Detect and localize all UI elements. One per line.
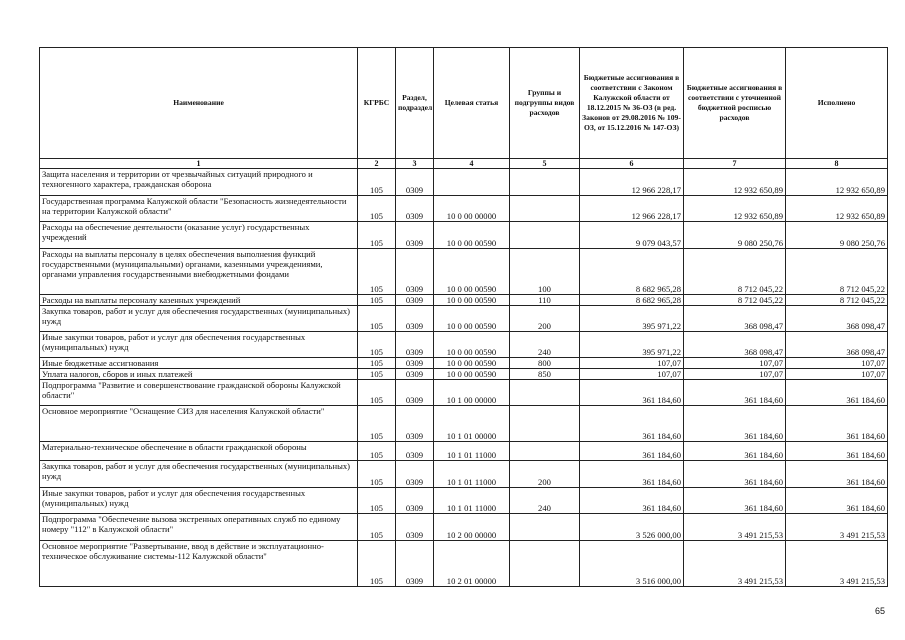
table-row (40, 222, 888, 249)
cell-refined: 8 712 045,22 (684, 295, 786, 306)
cell-target: 10 2 01 00000 (434, 541, 510, 587)
cell-target: 10 0 00 00590 (434, 358, 510, 369)
cell-kgrbs: 105 (358, 488, 396, 514)
cell-section: 0309 (396, 295, 434, 306)
table-row (40, 488, 888, 514)
table-body (40, 169, 888, 587)
cell-section: 0309 (396, 332, 434, 358)
cell-law: 107,07 (580, 369, 684, 380)
cell-target: 10 0 00 00590 (434, 332, 510, 358)
cell-name: Закупка товаров, работ и услуг для обеспечения государственных (муниципальных) нужд (40, 306, 358, 332)
cell-name: Основное мероприятие "Оснащение СИЗ для населения Калужской области" (40, 406, 358, 442)
cell-name: Иные закупки товаров, работ и услуг для обеспечения государственных (муниципальных) нужд (40, 332, 358, 358)
column-number: 7 (684, 159, 786, 169)
cell-law: 361 184,60 (580, 406, 684, 442)
cell-kgrbs: 105 (358, 332, 396, 358)
cell-executed: 3 491 215,53 (786, 514, 888, 541)
cell-executed: 107,07 (786, 358, 888, 369)
cell-law: 12 966 228,17 (580, 169, 684, 196)
table-row (40, 541, 888, 587)
column-number-row (40, 159, 888, 169)
header-section: Раздел, подраздел (396, 48, 434, 159)
cell-section: 0309 (396, 406, 434, 442)
cell-executed: 361 184,60 (786, 442, 888, 461)
cell-law: 361 184,60 (580, 380, 684, 406)
cell-executed: 12 932 650,89 (786, 169, 888, 196)
cell-name: Подпрограмма "Обеспечение вызова экстренных оперативных служб по единому номеру "112" в Калужской области" (40, 514, 358, 541)
cell-group (510, 222, 580, 249)
cell-kgrbs: 105 (358, 406, 396, 442)
cell-law: 8 682 965,28 (580, 295, 684, 306)
cell-group (510, 514, 580, 541)
header-executed: Исполнено (786, 48, 888, 159)
cell-name: Основное мероприятие "Развертывание, ввод в действие и эксплуатационно-техническое обслуживание системы-112 Калужской области" (40, 541, 358, 587)
cell-target: 10 1 01 00000 (434, 406, 510, 442)
cell-target: 10 0 00 00590 (434, 295, 510, 306)
header-law: Бюджетные ассигнования в соответствии с Законом Калужской области от 18.12.2015 № 36-ОЗ (в ред. Законов от 29.08.2016 № 109-ОЗ, от 15.12.2016 № 147-ОЗ) (580, 48, 684, 159)
header-kgrbs: КГРБС (358, 48, 396, 159)
cell-target: 10 0 00 00590 (434, 369, 510, 380)
cell-executed: 8 712 045,22 (786, 249, 888, 295)
cell-kgrbs: 105 (358, 196, 396, 222)
cell-target: 10 1 01 11000 (434, 461, 510, 488)
column-number: 6 (580, 159, 684, 169)
cell-refined: 361 184,60 (684, 461, 786, 488)
cell-group: 110 (510, 295, 580, 306)
cell-section: 0309 (396, 488, 434, 514)
column-number: 1 (40, 159, 358, 169)
cell-target: 10 1 01 11000 (434, 442, 510, 461)
cell-name: Расходы на выплаты персоналу в целях обеспечения выполнения функций государственными (муниципальными) органами, казенными учреждениями, органами управления государственными внебюджетными фондами (40, 249, 358, 295)
cell-executed: 361 184,60 (786, 488, 888, 514)
table-row (40, 332, 888, 358)
column-number: 2 (358, 159, 396, 169)
cell-name: Подпрограмма "Развитие и совершенствование гражданской обороны Калужской области" (40, 380, 358, 406)
page-number: 65 (874, 606, 885, 616)
header-refined: Бюджетные ассигнования в соответствии с уточненной бюджетной росписью расходов (684, 48, 786, 159)
cell-kgrbs: 105 (358, 514, 396, 541)
cell-kgrbs: 105 (358, 306, 396, 332)
header-target: Целевая статья (434, 48, 510, 159)
cell-executed: 8 712 045,22 (786, 295, 888, 306)
column-number: 3 (396, 159, 434, 169)
cell-section: 0309 (396, 306, 434, 332)
cell-section: 0309 (396, 196, 434, 222)
cell-group (510, 541, 580, 587)
cell-refined: 107,07 (684, 369, 786, 380)
cell-target: 10 1 00 00000 (434, 380, 510, 406)
table-row (40, 306, 888, 332)
cell-group: 200 (510, 461, 580, 488)
column-number: 5 (510, 159, 580, 169)
table-row (40, 369, 888, 380)
table-row (40, 461, 888, 488)
cell-name: Закупка товаров, работ и услуг для обеспечения государственных (муниципальных) нужд (40, 461, 358, 488)
cell-executed: 368 098,47 (786, 306, 888, 332)
cell-kgrbs: 105 (358, 369, 396, 380)
cell-kgrbs: 105 (358, 222, 396, 249)
cell-group (510, 406, 580, 442)
cell-name: Расходы на выплаты персоналу казенных учреждений (40, 295, 358, 306)
cell-group (510, 442, 580, 461)
budget-table (39, 47, 888, 587)
cell-refined: 368 098,47 (684, 332, 786, 358)
cell-name: Уплата налогов, сборов и иных платежей (40, 369, 358, 380)
cell-refined: 361 184,60 (684, 380, 786, 406)
cell-executed: 361 184,60 (786, 380, 888, 406)
cell-refined: 8 712 045,22 (684, 249, 786, 295)
cell-name: Иные бюджетные ассигнования (40, 358, 358, 369)
cell-name: Защита населения и территории от чрезвычайных ситуаций природного и техногенного характера, гражданская оборона (40, 169, 358, 196)
cell-kgrbs: 105 (358, 442, 396, 461)
cell-section: 0309 (396, 442, 434, 461)
cell-law: 107,07 (580, 358, 684, 369)
cell-target: 10 1 01 11000 (434, 488, 510, 514)
cell-law: 8 682 965,28 (580, 249, 684, 295)
cell-section: 0309 (396, 169, 434, 196)
cell-section: 0309 (396, 222, 434, 249)
cell-kgrbs: 105 (358, 295, 396, 306)
cell-refined: 12 932 650,89 (684, 169, 786, 196)
cell-group: 200 (510, 306, 580, 332)
cell-section: 0309 (396, 249, 434, 295)
cell-refined: 361 184,60 (684, 442, 786, 461)
cell-law: 395 971,22 (580, 306, 684, 332)
table-row (40, 406, 888, 442)
cell-group (510, 380, 580, 406)
cell-section: 0309 (396, 380, 434, 406)
cell-executed: 361 184,60 (786, 461, 888, 488)
cell-executed: 12 932 650,89 (786, 196, 888, 222)
cell-section: 0309 (396, 369, 434, 380)
header-groups: Группы и подгруппы видов расходов (510, 48, 580, 159)
cell-executed: 368 098,47 (786, 332, 888, 358)
cell-law: 395 971,22 (580, 332, 684, 358)
cell-executed: 9 080 250,76 (786, 222, 888, 249)
cell-refined: 361 184,60 (684, 488, 786, 514)
cell-law: 3 516 000,00 (580, 541, 684, 587)
cell-kgrbs: 105 (358, 541, 396, 587)
cell-group: 100 (510, 249, 580, 295)
cell-refined: 9 080 250,76 (684, 222, 786, 249)
table-row (40, 196, 888, 222)
header-name: Наименование (40, 48, 358, 159)
cell-kgrbs: 105 (358, 249, 396, 295)
cell-group: 800 (510, 358, 580, 369)
cell-target: 10 2 00 00000 (434, 514, 510, 541)
cell-refined: 3 491 215,53 (684, 541, 786, 587)
cell-name: Материально-техническое обеспечение в области гражданской обороны (40, 442, 358, 461)
cell-law: 361 184,60 (580, 488, 684, 514)
cell-law: 361 184,60 (580, 442, 684, 461)
table-row (40, 169, 888, 196)
column-number: 4 (434, 159, 510, 169)
cell-kgrbs: 105 (358, 169, 396, 196)
cell-group: 850 (510, 369, 580, 380)
cell-executed: 107,07 (786, 369, 888, 380)
cell-group: 240 (510, 332, 580, 358)
cell-kgrbs: 105 (358, 358, 396, 369)
cell-law: 12 966 228,17 (580, 196, 684, 222)
cell-group (510, 169, 580, 196)
cell-refined: 3 491 215,53 (684, 514, 786, 541)
table-row (40, 442, 888, 461)
cell-group (510, 196, 580, 222)
table-row (40, 358, 888, 369)
table-row (40, 514, 888, 541)
cell-law: 361 184,60 (580, 461, 684, 488)
cell-target: 10 0 00 00590 (434, 306, 510, 332)
cell-target: 10 0 00 00590 (434, 222, 510, 249)
cell-target: 10 0 00 00590 (434, 249, 510, 295)
cell-kgrbs: 105 (358, 461, 396, 488)
cell-law: 9 079 043,57 (580, 222, 684, 249)
table-row (40, 295, 888, 306)
column-number: 8 (786, 159, 888, 169)
cell-target (434, 169, 510, 196)
cell-section: 0309 (396, 358, 434, 369)
table-row (40, 249, 888, 295)
cell-refined: 361 184,60 (684, 406, 786, 442)
table-row (40, 380, 888, 406)
cell-refined: 368 098,47 (684, 306, 786, 332)
cell-law: 3 526 000,00 (580, 514, 684, 541)
cell-target: 10 0 00 00000 (434, 196, 510, 222)
cell-section: 0309 (396, 541, 434, 587)
cell-group: 240 (510, 488, 580, 514)
cell-refined: 107,07 (684, 358, 786, 369)
cell-name: Иные закупки товаров, работ и услуг для обеспечения государственных (муниципальных) нужд (40, 488, 358, 514)
cell-executed: 3 491 215,53 (786, 541, 888, 587)
cell-name: Государственная программа Калужской области "Безопасность жизнедеятельности на территории Калужской области" (40, 196, 358, 222)
cell-name: Расходы на обеспечение деятельности (оказание услуг) государственных учреждений (40, 222, 358, 249)
cell-executed: 361 184,60 (786, 406, 888, 442)
cell-kgrbs: 105 (358, 380, 396, 406)
cell-section: 0309 (396, 514, 434, 541)
cell-section: 0309 (396, 461, 434, 488)
cell-refined: 12 932 650,89 (684, 196, 786, 222)
